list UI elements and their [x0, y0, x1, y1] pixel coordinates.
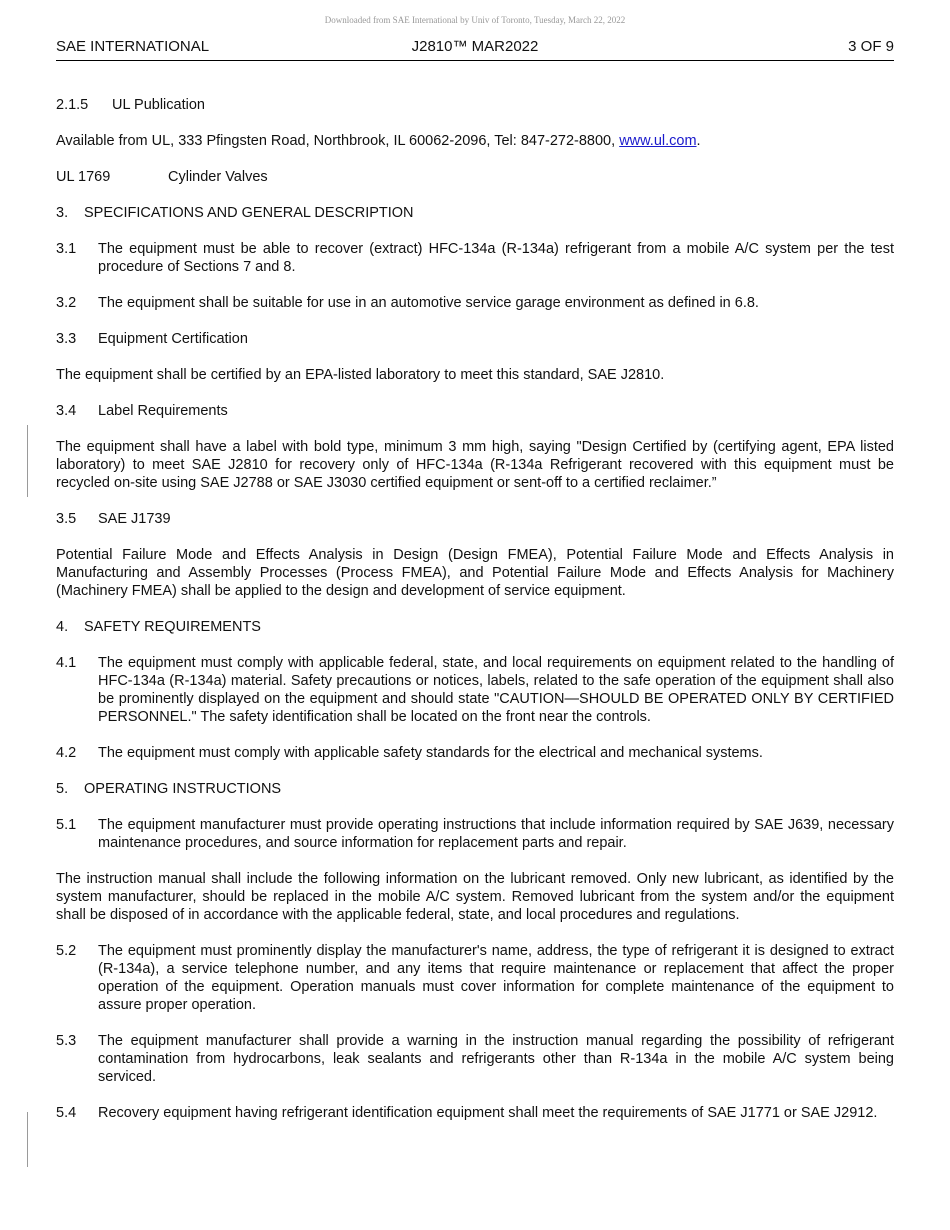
- numbered-clause: [56, 1032, 894, 1086]
- section-heading: [56, 96, 894, 114]
- clause-number: 3.1: [56, 241, 77, 257]
- numbered-clause: [56, 330, 894, 348]
- header-publisher: SAE INTERNATIONAL: [56, 38, 210, 55]
- numbered-clause: [56, 816, 894, 852]
- section-number: 3.: [56, 205, 69, 221]
- clause-number: 5.2: [56, 943, 77, 959]
- numbered-clause: [56, 510, 894, 528]
- paragraph: The equipment shall be certified by an EPA-listed laboratory to meet this standard, SAE J2810.: [56, 367, 665, 383]
- section-number: 4.: [56, 619, 69, 635]
- section-number: 2.1.5: [56, 97, 89, 113]
- numbered-clause: [56, 240, 894, 276]
- numbered-clause: [56, 294, 894, 312]
- clause-text: The equipment must be able to recover (extract) HFC-134a (R-134a) refrigerant from a mobile A/C system per the test procedure of Sections 7 and 8.: [98, 241, 894, 275]
- section-title: UL Publication: [112, 97, 205, 113]
- section-title: OPERATING INSTRUCTIONS: [84, 781, 282, 797]
- clause-text: The equipment shall be suitable for use in an automotive service garage environment as defined in 6.8.: [98, 295, 759, 311]
- change-bar: [27, 425, 28, 497]
- clause-text: Recovery equipment having refrigerant identification equipment shall meet the requirements of SAE J1771 or SAE J2912.: [98, 1105, 878, 1121]
- clause-text: The equipment manufacturer shall provide a warning in the instruction manual regarding the possibility of refrigerant contamination from hydrocarbons, leak sealants and refrigerants other than R-134a in the mobile A/C system being serviced.: [98, 1033, 894, 1085]
- section-number: 5.: [56, 781, 69, 797]
- clause-number: 4.1: [56, 655, 77, 671]
- numbered-clause: [56, 1104, 894, 1122]
- numbered-clause: [56, 654, 894, 726]
- section-heading: [56, 204, 894, 222]
- numbered-clause: [56, 942, 894, 1014]
- section-heading: [56, 618, 894, 636]
- clause-text: The equipment must comply with applicable federal, state, and local requirements on equipment related to the handling of HFC-134a (R-134a) material. Safety precautions or notices, labels, related to the safe operation of the equipment shall also be prominently displayed on the equipment and should state "CAUTION—SHOULD BE OPERATED ONLY BY CERTIFIED PERSONNEL." The safety identification shall be located on the front near the controls.: [98, 655, 894, 725]
- clause-text: SAE J1739: [98, 511, 171, 527]
- clause-number: 5.4: [56, 1105, 77, 1121]
- paragraph-end: .: [696, 133, 701, 149]
- clause-number: 5.1: [56, 817, 77, 833]
- section-heading: [56, 780, 894, 798]
- section-title: SAFETY REQUIREMENTS: [84, 619, 261, 635]
- clause-number: 3.2: [56, 295, 77, 311]
- paragraph: Potential Failure Mode and Effects Analysis in Design (Design FMEA), Potential Failure Mode and Effects Analysis in Manufacturing and Assembly Processes (Process FMEA), and Potential Failure Mode and Effects Analysis for Machinery (Machinery FMEA) shall be applied to the design and development of service equipment.: [56, 547, 894, 599]
- clause-number: 3.5: [56, 511, 77, 527]
- document-body: [56, 96, 894, 1140]
- header-page-number: 3 OF 9: [848, 38, 894, 55]
- clause-number: 4.2: [56, 745, 77, 761]
- paragraph: The instruction manual shall include the following information on the lubricant removed. Only new lubricant, as identified by the system manufacturer, should be replaced in the mobile A/C system. Removed lubricant from the system and/or the equipment shall be disposed of in accordance with the applicable federal, state, and local procedures and regulations.: [56, 871, 894, 923]
- clause-text: The equipment must comply with applicable safety standards for the electrical and mechanical systems.: [98, 745, 763, 761]
- page-header: [56, 38, 894, 61]
- clause-number: 3.4: [56, 403, 77, 419]
- change-bar: [27, 1112, 28, 1167]
- clause-text: The equipment must prominently display the manufacturer's name, address, the type of refrigerant it is designed to extract (R-134a), a service telephone number, and any items that require maintenance or replacement that affect the proper operation of the equipment. Operation manuals must cover information for complete maintenance of the equipment to assure proper operation.: [98, 943, 894, 1013]
- paragraph: [56, 132, 894, 150]
- clause-text: Label Requirements: [98, 403, 228, 419]
- clause-text: Equipment Certification: [98, 331, 248, 347]
- clause-number: 5.3: [56, 1033, 77, 1049]
- reference-title: Cylinder Valves: [168, 169, 268, 185]
- paragraph: The equipment shall have a label with bold type, minimum 3 mm high, saying "Design Certified by (certifying agent, EPA listed laboratory) to meet SAE J2810 for recovery only of HFC-134a (R-134a Refrigerant recovered with this equipment must be recycled on-site using SAE J2788 or SAE J3030 certified equipment or sent-off to a certified reclaimer.”: [56, 439, 894, 491]
- reference-number: UL 1769: [56, 169, 111, 185]
- ul-website-link[interactable]: www.ul.com: [619, 133, 697, 149]
- numbered-clause: [56, 744, 894, 762]
- download-note: Downloaded from SAE International by Univ of Toronto, Tuesday, March 22, 2022: [324, 15, 626, 25]
- header-doc-id: J2810™ MAR2022: [411, 38, 539, 55]
- section-title: SPECIFICATIONS AND GENERAL DESCRIPTION: [84, 205, 414, 221]
- numbered-clause: [56, 402, 894, 420]
- clause-number: 3.3: [56, 331, 77, 347]
- paragraph-text: Available from UL, 333 Pfingsten Road, Northbrook, IL 60062-2096, Tel: 847-272-8800,: [56, 133, 620, 149]
- clause-text: The equipment manufacturer must provide operating instructions that include information required by SAE J639, necessary maintenance procedures, and source information for replacement parts and repair.: [98, 817, 894, 851]
- reference-entry: [56, 168, 894, 186]
